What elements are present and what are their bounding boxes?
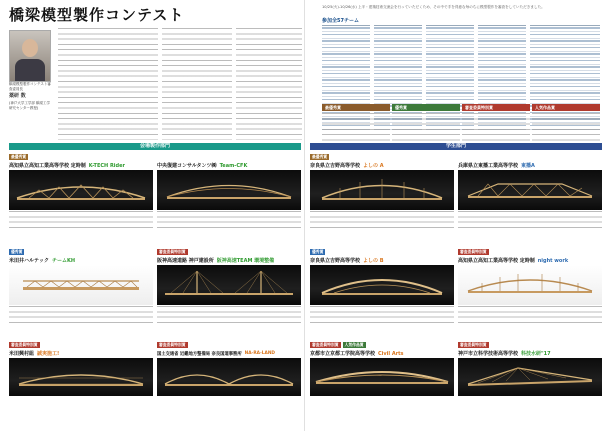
award-badge: 最優秀賞 <box>312 153 328 159</box>
judge-caption <box>9 82 51 111</box>
entry-title-row <box>9 256 153 265</box>
award-badge: 最優秀賞 <box>11 153 27 159</box>
page-title: 橋梁模型製作コンテスト <box>9 6 185 24</box>
judge-affiliation: (神戸大学工学部 橋梁工学研究センター教授) <box>9 101 50 110</box>
entry-school: 奈良県立吉野高等学校 <box>310 163 361 169</box>
award-text <box>462 113 530 147</box>
bridge-photo <box>310 265 454 305</box>
entry-title-row <box>157 256 301 265</box>
entry-title-row <box>458 161 602 170</box>
award-tag: 審査委員特別賞 <box>462 104 530 111</box>
bridge-photo <box>458 358 602 396</box>
bridge-photo <box>157 170 301 210</box>
entry-comment <box>9 211 153 232</box>
entry-label-row <box>310 340 454 349</box>
entry-school: 阪神高速道路 神戸建設所 <box>157 258 214 264</box>
award-tag: 最優秀賞 <box>322 104 390 111</box>
entry-title-row <box>9 349 153 358</box>
entry-card <box>9 152 153 232</box>
entry-title-row <box>157 161 301 170</box>
entry-label-row <box>458 247 602 256</box>
award-text <box>532 113 600 147</box>
bridge-photo <box>9 358 153 396</box>
page-gutter <box>304 0 305 431</box>
participants-col-3 <box>426 25 474 96</box>
entry-card <box>458 340 602 396</box>
entry-title-row <box>157 349 301 358</box>
entry-label-row <box>9 340 153 349</box>
entry-card <box>310 152 454 232</box>
bridge-photo <box>310 170 454 210</box>
award-badge: 審査委員特別賞 <box>11 341 38 347</box>
entry-card <box>310 340 454 396</box>
entry-label-row <box>9 152 153 161</box>
bridge-photo <box>458 170 602 210</box>
award-badge: 審査委員特別賞 <box>312 341 339 347</box>
entry-school: 神戸市立科学技術高等学校 <box>458 351 519 357</box>
entry-card <box>310 247 454 327</box>
entry-label-row <box>157 247 301 256</box>
bridge-photo <box>157 265 301 305</box>
judge-portrait <box>9 30 51 82</box>
award-text <box>322 113 390 147</box>
entry-title-row <box>310 349 454 358</box>
entry-comment <box>310 211 454 232</box>
award-tag: 優秀賞 <box>392 104 460 111</box>
entry-school: 国土交通省 近畿地方整備局 奈良国道事務所 <box>157 351 242 357</box>
award-badge: 優秀賞 <box>11 248 23 254</box>
entry-card <box>458 247 602 327</box>
bridge-photo <box>9 265 153 305</box>
entry-comment <box>157 306 301 327</box>
bridge-photo <box>9 170 153 210</box>
entry-comment <box>458 306 602 327</box>
entry-school: 奈良県立吉野高等学校 <box>310 258 361 264</box>
entry-card <box>157 247 301 327</box>
entry-school: 高知県立高知工業高等学校 定時制 <box>458 258 535 264</box>
entry-comment <box>310 306 454 327</box>
entry-school: 中央復建コンサルタンツ㈱ <box>157 163 217 169</box>
award-badge: 審査委員特別賞 <box>460 248 487 254</box>
bridge-photo <box>157 358 301 396</box>
entry-card <box>157 161 301 232</box>
entry-school: 兵庫県立東播工業高等学校 <box>458 163 519 169</box>
participants-col-1 <box>322 25 370 96</box>
entry-label-row <box>458 340 602 349</box>
entry-nickname: チームKH <box>52 258 76 264</box>
entry-label-row <box>310 152 454 161</box>
entry-school: 米田興村組 <box>9 351 35 357</box>
entry-school: 高知県立高知工業高等学校 定時制 <box>9 163 86 169</box>
entry-comment <box>9 306 153 327</box>
participants-heading: 参加全57チーム <box>322 18 359 24</box>
entry-card <box>458 161 602 232</box>
entry-title-row <box>458 349 602 358</box>
award-badge: 優秀賞 <box>312 248 324 254</box>
judge-name: 薬研 数 <box>9 93 26 99</box>
entry-card <box>9 340 153 396</box>
intro-essay-col1 <box>58 28 158 140</box>
entry-school: 京都市立京都工学院高等学校 <box>310 351 376 357</box>
participants-col-5 <box>530 25 600 96</box>
entry-nickname: 科技水研"17 <box>521 351 551 357</box>
entry-title-row <box>310 161 454 170</box>
judge-role: 橋梁模型製作コンテスト審査委員長 <box>9 82 51 91</box>
entry-nickname: 誠実施工! <box>37 351 60 357</box>
entry-nickname: night work <box>537 257 569 264</box>
entry-label-row <box>157 340 301 349</box>
entry-card <box>9 247 153 327</box>
intro-essay-col3 <box>236 28 302 140</box>
award-text <box>392 113 460 147</box>
award-tag: 人気作品賞 <box>532 104 600 111</box>
entry-nickname: Civil Arts <box>378 350 404 357</box>
entry-nickname: よしの B <box>363 258 384 264</box>
section-bar-student: 学生部門 <box>310 143 602 150</box>
entry-nickname: よしの A <box>363 163 384 169</box>
award-badge: 審査委員特別賞 <box>159 248 186 254</box>
entry-school: 米田井ハルテック <box>9 258 50 264</box>
intro-essay-col2 <box>162 28 232 140</box>
award-badge: 人気作品賞 <box>344 341 364 347</box>
entry-title-row <box>310 256 454 265</box>
entry-comment <box>458 211 602 232</box>
portrait-body <box>15 59 45 81</box>
section-bar-venue: 会場製作部門 <box>9 143 301 150</box>
participants-col-2 <box>374 25 422 96</box>
entry-title-row <box>458 256 602 265</box>
entry-nickname: 阪神高速TEAM 環境整備 <box>216 258 275 264</box>
participants-col-4 <box>478 25 526 96</box>
bridge-photo <box>310 358 454 396</box>
entry-label-row <box>9 247 153 256</box>
entry-title-row <box>9 161 153 170</box>
portrait-head <box>22 39 38 57</box>
entry-nickname: NA-RA-LAND <box>244 351 275 356</box>
entry-nickname: 東播A <box>521 163 535 169</box>
entry-nickname: K-TECH Rider <box>88 162 125 169</box>
award-badge: 審査委員特別賞 <box>159 341 186 347</box>
entry-nickname: Team-CFK <box>219 162 248 169</box>
event-byline: 10/25(火)-10/26(水) 上半・建築技術交流会を行っていただくため、その中で手を得意な毎のちに模型製作を審査をしていただきました。 <box>322 5 545 9</box>
entry-comment <box>157 211 301 232</box>
bridge-photo <box>458 265 602 305</box>
award-badge: 審査委員特別賞 <box>460 341 487 347</box>
entry-label-row <box>310 247 454 256</box>
entry-card <box>157 340 301 396</box>
